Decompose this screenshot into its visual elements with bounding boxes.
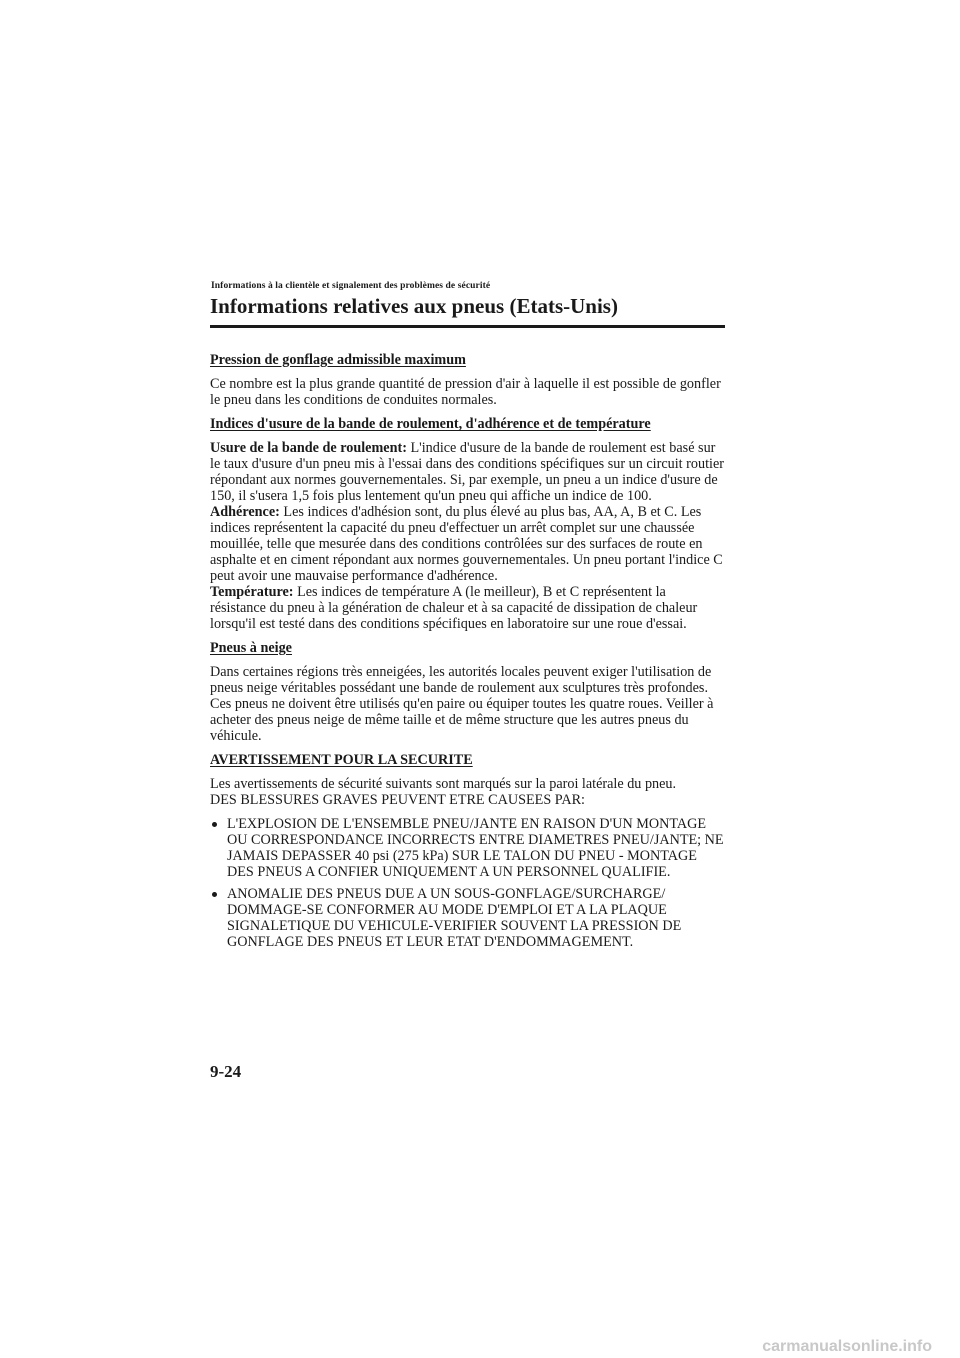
wear-term: Usure de la bande de roulement: <box>210 440 407 456</box>
safety-warning-list <box>210 816 725 950</box>
traction-term: Adhérence: <box>210 504 280 520</box>
safety-intro-line-2: DES BLESSURES GRAVES PEUVENT ETRE CAUSEES PAR: <box>210 792 585 808</box>
max-pressure-text: Ce nombre est la plus grande quantité de pression d'air à laquelle il est possible de gonfler le pneu dans les conditions de conduites normales. <box>210 376 721 408</box>
traction-text: Les indices d'adhésion sont, du plus élevé au plus bas, AA, A, B et C. Les indices représentent la capacité du pneu d'effectuer un arrêt complet sur une chaussée mouillée, telle que mesurée dans des conditions contrôlées sur des surfaces de route en asphalte et en ciment répondant aux normes gouvernementales. Un pneu portant l'indice C peut avoir une mauvaise performance d'adhérence. <box>210 504 723 584</box>
bullet-icon <box>212 822 217 827</box>
wear-text: L'indice d'usure de la bande de roulement est basé sur le taux d'usure d'un pneu mis à l'essai dans des conditions spécifiques sur un circuit routier répondant aux normes gouvernementales. Si, par exemple, un pneu a un indice d'usure de 150, il s'usera 1,5 fois plus lentement qu'un pneu qui affiche un indice de 100. <box>210 440 724 504</box>
bullet-icon <box>212 892 217 897</box>
heading-snow-tires: Pneus à neige <box>210 640 292 656</box>
heading-indices: Indices d'usure de la bande de roulement, d'adhérence et de température <box>210 416 651 432</box>
page-number: 9-24 <box>210 1062 242 1081</box>
temperature-text: Les indices de température A (le meilleur), B et C représentent la résistance du pneu à la génération de chaleur et à sa capacité de dissipation de chaleur lorsqu'il est testé dans des conditions spécifiques en laboratoire sur une roue d'essai. <box>210 584 698 632</box>
list-item <box>210 816 725 880</box>
safety-bullet-text: L'EXPLOSION DE L'ENSEMBLE PNEU/JANTE EN RAISON D'UN MONTAGE OU CORRESPONDANCE INCORRECTS ENTRE DIAMETRES PNEU/JANTE; NE JAMAIS DEPASSER 40 psi (275 kPa) SUR LE TALON DU PNEU - MONTAGE DES PNEUS A CONFIER UNIQUEMENT A UN PERSONNEL QUALIFIE. <box>227 816 724 880</box>
section-label: Informations à la clientèle et signalement des problèmes de sécurité <box>211 281 491 291</box>
page-title: Informations relatives aux pneus (Etats-Unis) <box>210 294 618 318</box>
watermark: carmanualsonline.info <box>762 1338 932 1355</box>
temperature-paragraph <box>210 584 725 632</box>
list-item <box>210 886 725 950</box>
snow-tires-text: Dans certaines régions très enneigées, les autorités locales peuvent exiger l'utilisation de pneus neige véritables possédant une bande de roulement aux sculptures très profondes. Ces pneus ne doivent être utilisés qu'en paire ou équiper toutes les quatre roues. Veiller à acheter des pneus neige de même taille et de même structure que les autres pneus du véhicule. <box>210 664 714 744</box>
temperature-term: Température: <box>210 584 294 600</box>
traction-paragraph <box>210 504 725 584</box>
safety-bullet-text: ANOMALIE DES PNEUS DUE A UN SOUS-GONFLAGE/SURCHARGE/ DOMMAGE-SE CONFORMER AU MODE D'EMPLOI ET A LA PLAQUE SIGNALETIQUE DU VEHICULE-VERIFIER SOUVENT LA PRESSION DE GONFLAGE DES PNEUS ET LEUR ETAT D'ENDOMMAGEMENT. <box>227 886 682 950</box>
heading-safety-warning: AVERTISSEMENT POUR LA SECURITE <box>210 752 473 768</box>
heading-max-pressure: Pression de gonflage admissible maximum <box>210 352 466 368</box>
wear-paragraph <box>210 440 725 504</box>
safety-intro-line-1: Les avertissements de sécurité suivants sont marqués sur la paroi latérale du pneu. <box>210 776 677 792</box>
main-content <box>210 352 725 956</box>
title-divider <box>210 325 725 328</box>
